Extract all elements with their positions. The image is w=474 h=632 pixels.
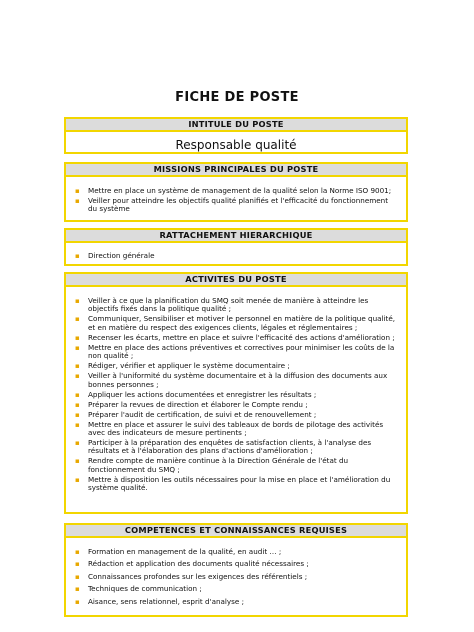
list-item — [66, 585, 406, 593]
section-header: RATTACHEMENT HIERARCHIQUE — [66, 230, 406, 243]
list-item-text: Direction générale — [88, 251, 155, 260]
section-activites-du-poste — [64, 272, 408, 514]
bullet-icon: ▪ — [75, 315, 80, 324]
list-item — [66, 391, 406, 399]
section-competences-connaissances — [64, 523, 408, 617]
list-item-text: Aisance, sens relationnel, esprit d'analyse ; — [88, 596, 245, 606]
bullet-icon: ▪ — [75, 400, 80, 409]
bullet-icon: ▪ — [75, 572, 80, 581]
list-item-text: Mettre à disposition les outils nécessaires pour la mise en place et l'amélioration du système qualité. — [88, 474, 391, 493]
bullet-icon: ▪ — [75, 390, 80, 399]
bullet-icon: ▪ — [75, 457, 80, 466]
list-item — [66, 315, 406, 332]
bullet-icon: ▪ — [75, 197, 80, 205]
bullet-icon: ▪ — [75, 585, 80, 594]
bullet-icon: ▪ — [75, 187, 80, 195]
bullet-icon: ▪ — [75, 597, 80, 606]
list-item — [66, 252, 406, 260]
list-item — [66, 372, 406, 389]
section-header: ACTIVITES DU POSTE — [66, 274, 406, 287]
list-item — [66, 344, 406, 361]
section-missions-principales — [64, 162, 408, 222]
list-item-text: Formation en management de la qualité, en audit … ; — [88, 547, 282, 556]
page-title: FICHE DE POSTE — [175, 90, 299, 105]
bullet-icon: ▪ — [75, 560, 80, 569]
list-item — [66, 421, 406, 438]
bullet-icon: ▪ — [75, 439, 80, 448]
list-item-text: Veiller à ce que la planification du SMQ soit menée de manière à atteindre les objectifs fixés dans la politique qualité ; — [88, 296, 369, 314]
list-item-text: Mettre en place un système de management de la qualité selon la Norme ISO 9001; — [88, 186, 392, 195]
list-item — [66, 297, 406, 314]
bullet-icon: ▪ — [75, 410, 80, 419]
bullet-icon: ▪ — [75, 420, 80, 429]
bullet-icon: ▪ — [75, 475, 80, 484]
list-item-text: Appliquer les actions documentées et enregistrer les résultats ; — [88, 389, 317, 399]
list-item-text: Mettre en place et assurer le suivi des tableaux de bords de pilotage des activités avec des indicateurs de mesure pertinents ; — [88, 419, 384, 438]
list-item-text: Connaissances profondes sur les exigences des référentiels ; — [88, 571, 308, 581]
list-item — [66, 598, 406, 606]
bullet-icon: ▪ — [75, 343, 80, 352]
list-item-text: Préparer l'audit de certification, de suivi et de renouvellement ; — [88, 409, 317, 419]
list-item-text: Veiller pour atteindre les objectifs qualité planifiés et l'efficacité du fonctionnement du système — [88, 196, 389, 214]
list-item-text: Rédaction et application des documents qualité nécessaires ; — [88, 559, 309, 569]
bullet-icon: ▪ — [75, 362, 80, 371]
list-item-text: Communiquer, Sensibiliser et motiver le personnel en matière de la politique qualité, et en matière du respect des exigences clients, légales et réglementaires ; — [88, 314, 396, 332]
bullet-icon: ▪ — [75, 372, 80, 381]
bullet-icon: ▪ — [75, 252, 80, 260]
section-rattachement-hierarchique — [64, 228, 408, 266]
list-item-text: Préparer la revues de direction et élaborer le Compte rendu ; — [88, 399, 308, 409]
list-item-text: Techniques de communication ; — [88, 584, 202, 594]
bullet-icon: ▪ — [75, 297, 80, 305]
job-title-value: Responsable qualité — [175, 138, 297, 152]
list-item — [66, 187, 406, 195]
list-item — [66, 457, 406, 474]
list-item — [66, 476, 406, 493]
list-item-text: Recenser les écarts, mettre en place et suivre l'efficacité des actions d'amélioration ; — [88, 332, 395, 342]
list-item — [66, 548, 406, 556]
section-intitule-du-poste — [64, 117, 408, 154]
list-item — [66, 197, 406, 214]
list-item — [66, 560, 406, 568]
list-item — [66, 334, 406, 342]
list-item — [66, 439, 406, 456]
list-item-text: Mettre en place des actions préventives et correctives pour minimiser les coûts de la non qualité ; — [88, 342, 395, 361]
section-header: COMPETENCES ET CONNAISSANCES REQUISES — [66, 525, 406, 538]
list-item-text: Rédiger, vérifier et appliquer le système documentaire ; — [88, 361, 290, 371]
section-header: MISSIONS PRINCIPALES DU POSTE — [66, 164, 406, 177]
bullet-icon: ▪ — [75, 333, 80, 342]
bullet-icon: ▪ — [75, 548, 80, 556]
list-item — [66, 573, 406, 581]
list-item-text: Participer à la préparation des enquêtes de satisfaction clients, à l'analyse des résultats et à l'élaboration des plans d'actions d'amélioration ; — [88, 438, 372, 456]
section-header: INTITULE DU POSTE — [66, 119, 406, 132]
list-item — [66, 401, 406, 409]
list-item — [66, 362, 406, 370]
list-item — [66, 411, 406, 419]
list-item-text: Veiller à l'uniformité du système documentaire et à la diffusion des documents aux bonnes personnes ; — [88, 371, 388, 389]
list-item-text: Rendre compte de manière continue à la Direction Générale de l'état du fonctionnement du SMQ ; — [88, 456, 349, 474]
